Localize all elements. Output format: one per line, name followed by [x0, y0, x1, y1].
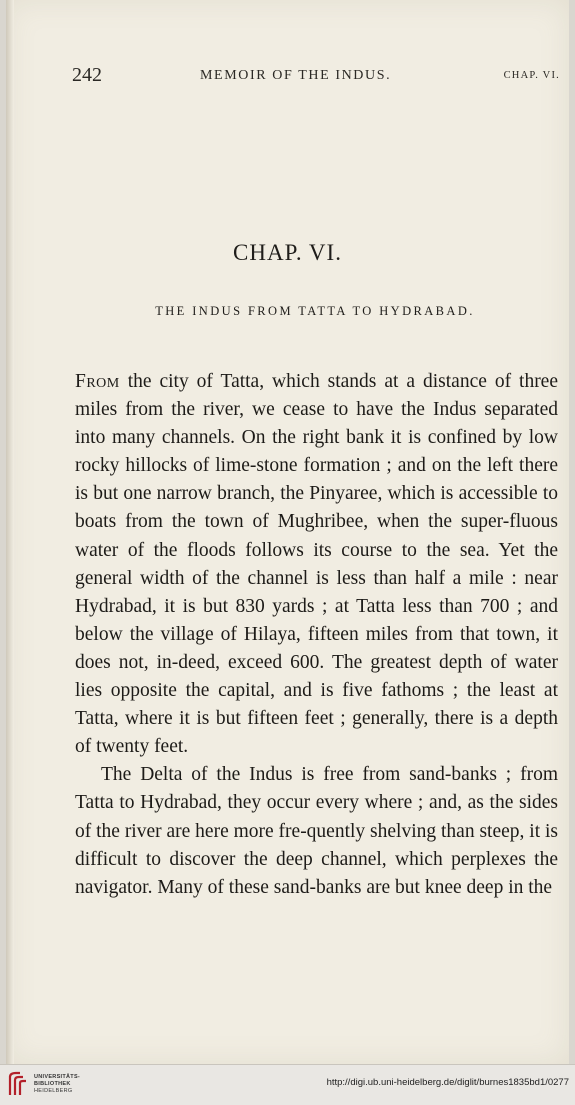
running-head — [72, 64, 560, 88]
chapter-subtitle: THE INDUS FROM TATTA TO HYDRABAD. — [155, 304, 475, 318]
body-text — [75, 368, 558, 902]
university-library-logo-icon — [6, 1071, 32, 1097]
source-url-link[interactable]: http://digi.ub.uni-heidelberg.de/diglit/burnes1835bd1/0277 — [326, 1077, 569, 1088]
drop-lead-word: From — [75, 371, 120, 392]
page-number: 242 — [72, 64, 102, 86]
running-title: MEMOIR OF THE INDUS. — [200, 68, 392, 83]
library-name: UNIVERSITÄTS- BIBLIOTHEK HEIDELBERG — [34, 1074, 81, 1094]
paragraph-2: The Delta of the Indus is free from sand-banks ; from Tatta to Hydrabad, they occur every where ; and, as the sides of the river are here more fre-quently shelving than steep, it is difficult to discover the deep channel, which perplexes the navigator. Many of these sand-banks are but knee deep in the — [75, 764, 558, 898]
paragraph-1-text: the city of Tatta, which stands at a distance of three miles from the river, we cease to have the Indus separated into many channels. On the right bank it is confined by low rocky hillocks of lime-stone formation ; and on the left there is but one narrow branch, the Pinyaree, which is accessible to boats from the town of Mughribee, when the super-fluous water of the floods follows its course to the sea. Yet the general width of the channel is less than half a mile : near Hydrabad, it is but 830 yards ; at Tatta less than 700 ; and below the village of Hilaya, fifteen miles from that town, it does not, in-deed, exceed 600. The greatest depth of water lies opposite the capital, and is five fathoms ; the least at Tatta, where it is but fifteen feet ; generally, there is a depth of twenty feet. — [75, 371, 558, 758]
running-chapter: CHAP. VI. — [503, 70, 560, 81]
chapter-title: CHAP. VI. — [233, 240, 342, 265]
page-gutter — [6, 0, 14, 1064]
library-footer — [0, 1064, 575, 1105]
paragraph-1 — [75, 368, 558, 761]
